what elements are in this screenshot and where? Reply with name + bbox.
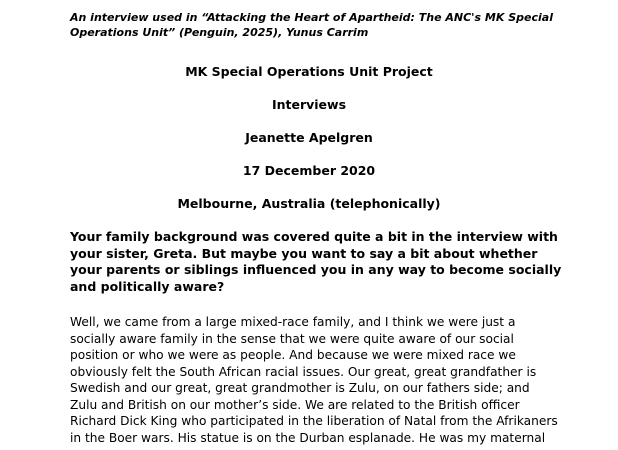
interview-location: Melbourne, Australia (telephonically) xyxy=(177,196,441,211)
project-title: MK Special Operations Unit Project xyxy=(185,64,433,79)
interview-question: Your family background was covered quite a bit in the interview with your sister, Greta. But maybe you want to say a bit about whether your parents or siblings influenced you in any way to become socially and politically aware? xyxy=(70,229,562,294)
source-note: An interview used in “Attacking the Heart of Apartheid: The ANC's MK Special Operations Unit” (Penguin, 2025), Yunus Carrim xyxy=(70,11,553,39)
interviewee-name: Jeanette Apelgren xyxy=(245,130,373,145)
interview-answer: Well, we came from a large mixed-race family, and I think we were just a socially aware family in the sense that we were quite aware of our social position or who we were as people. And because we were mixed race we obviously felt the South African racial issues. Our great, great grandfather is Swedish and our great, great grandmother is Zulu, on our fathers side; and Zulu and British on our mother’s side. We are related to the British officer Richard Dick King who participated in the liberation of Natal from the Afrikaners in the Boer wars. His statue is on the Durban esplanade. He was my maternal xyxy=(70,315,558,445)
section-title: Interviews xyxy=(271,97,347,112)
interview-date: 17 December 2020 xyxy=(242,163,376,178)
